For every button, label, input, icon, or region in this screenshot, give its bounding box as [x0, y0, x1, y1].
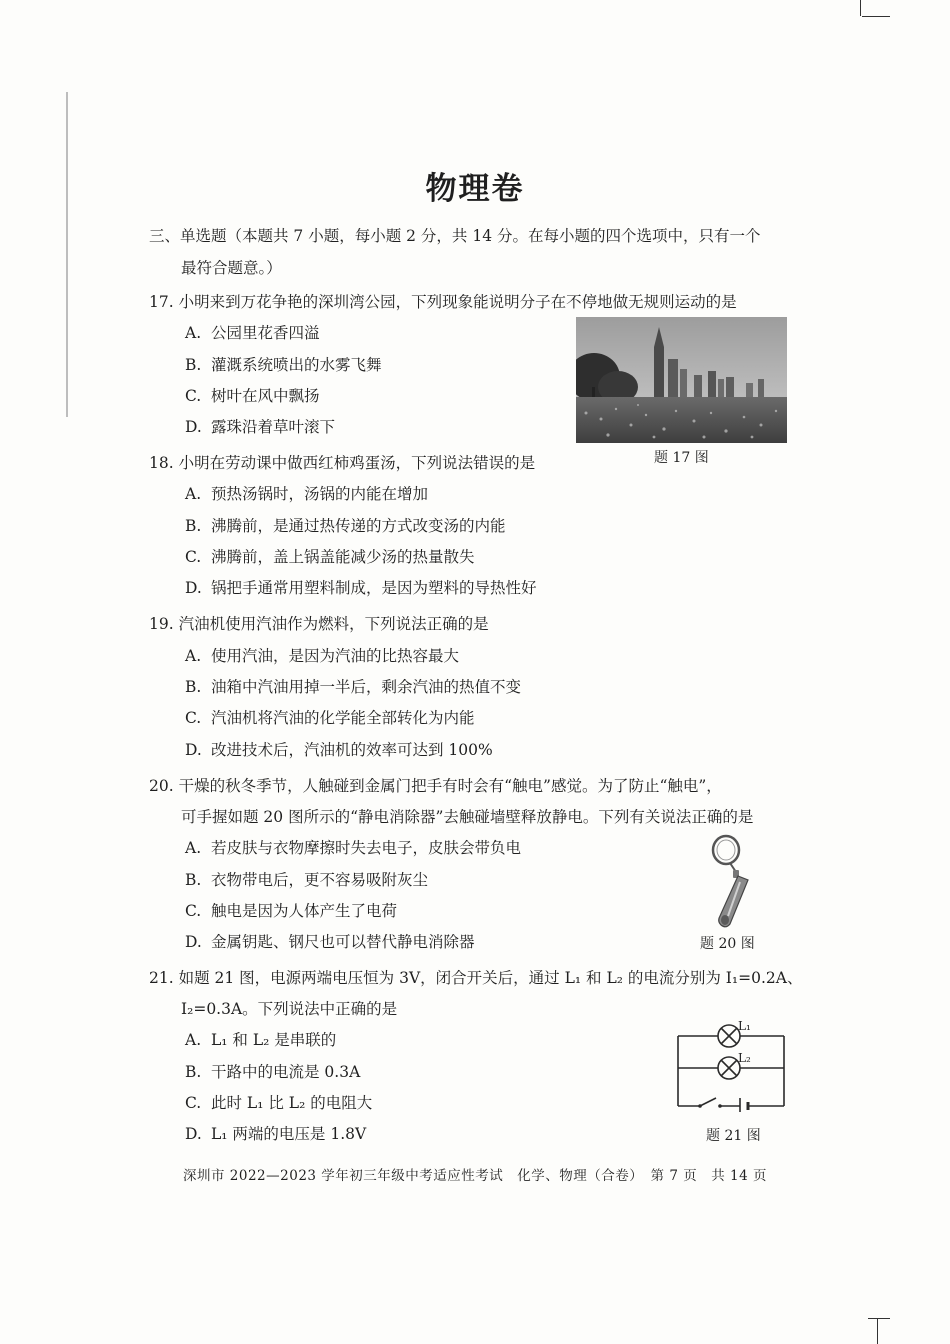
question-19-option-c[interactable]: C. 汽油机将汽油的化学能全部转化为内能	[185, 709, 475, 727]
question-19-option-b[interactable]: B. 油箱中汽油用掉一半后，剩余汽油的热值不变	[185, 678, 522, 696]
question-21-option-c[interactable]: C. 此时 L₁ 比 L₂ 的电阻大	[185, 1094, 373, 1112]
question-18-stem: 18. 小明在劳动课中做西红柿鸡蛋汤，下列说法错误的是	[149, 454, 536, 472]
question-21-option-a[interactable]: A. L₁ 和 L₂ 是串联的	[185, 1031, 337, 1049]
question-17-stem: 17. 小明来到万花争艳的深圳湾公园，下列现象能说明分子在不停地做无规则运动的是	[149, 293, 737, 311]
section-heading-line1: 三、单选题（本题共 7 小题，每小题 2 分，共 14 分。在每小题的四个选项中，只有一个	[149, 227, 761, 245]
lamp-2-label: L₂	[738, 1051, 751, 1065]
binding-margin-line	[66, 92, 68, 417]
page-title: 物理卷	[425, 171, 525, 207]
question-17-option-b[interactable]: B. 灌溉系统喷出的水雾飞舞	[185, 356, 382, 374]
question-20-option-d[interactable]: D. 金属钥匙、钢尺也可以替代静电消除器	[185, 933, 475, 951]
question-21-option-d[interactable]: D. L₁ 两端的电压是 1.8V	[185, 1125, 367, 1143]
question-number: 17.	[149, 293, 174, 311]
page-footer: 深圳市 2022—2023 学年初三年级中考适应性考试 化学、物理（合卷） 第 7 页 共 14 页	[183, 1168, 767, 1184]
lamp-1-label: L₁	[738, 1019, 751, 1033]
crop-mark-top	[860, 0, 861, 16]
question-20-stem: 20. 干燥的秋冬季节，人触碰到金属门把手有时会有“触电”感觉。为了防止“触电”，	[149, 777, 722, 795]
figure-20-static-eliminator	[700, 832, 770, 932]
crop-mark-top-horizontal	[862, 16, 890, 17]
question-number: 19.	[149, 615, 174, 633]
question-18-option-a[interactable]: A. 预热汤锅时，汤锅的内能在增加	[185, 485, 429, 503]
crop-mark-bottom-horizontal	[868, 1318, 890, 1319]
question-21-option-b[interactable]: B. 干路中的电流是 0.3A	[185, 1063, 361, 1081]
question-20-option-b[interactable]: B. 衣物带电后，更不容易吸附灰尘	[185, 871, 429, 889]
question-number: 21.	[149, 969, 174, 987]
crop-mark-bottom	[877, 1318, 878, 1344]
question-21-stem: 21. 如题 21 图，电源两端电压恒为 3V，闭合开关后，通过 L₁ 和 L₂ 的电流分别为 I₁=0.2A、	[149, 969, 803, 987]
question-17-option-c[interactable]: C. 树叶在风中飘扬	[185, 387, 320, 405]
question-21-stem-line2: I₂=0.3A。下列说法中正确的是	[181, 1000, 398, 1018]
question-18-option-b[interactable]: B. 沸腾前，是通过热传递的方式改变汤的内能	[185, 517, 506, 535]
question-19-stem: 19. 汽油机使用汽油作为燃料，下列说法正确的是	[149, 615, 489, 633]
question-number: 18.	[149, 454, 174, 472]
question-18-option-d[interactable]: D. 锅把手通常用塑料制成，是因为塑料的导热性好	[185, 579, 537, 597]
figure-17-caption: 题 17 图	[654, 450, 709, 466]
figure-21-circuit-diagram	[670, 1016, 792, 1112]
figure-17-park-photo	[576, 317, 787, 443]
question-20-option-c[interactable]: C. 触电是因为人体产生了电荷	[185, 902, 398, 920]
question-17-option-d[interactable]: D. 露珠沿着草叶滚下	[185, 418, 336, 436]
question-17-option-a[interactable]: A. 公园里花香四溢	[185, 324, 320, 342]
section-heading-line2: 最符合题意。）	[181, 259, 282, 277]
question-number: 20.	[149, 777, 174, 795]
figure-21-caption: 题 21 图	[706, 1128, 761, 1144]
question-20-option-a[interactable]: A. 若皮肤与衣物摩擦时失去电子，皮肤会带负电	[185, 839, 522, 857]
figure-20-caption: 题 20 图	[700, 936, 755, 952]
question-20-stem-line2: 可手握如题 20 图所示的“静电消除器”去触碰墙壁释放静电。下列有关说法正确的是	[181, 808, 754, 826]
question-19-option-d[interactable]: D. 改进技术后，汽油机的效率可达到 100%	[185, 741, 493, 759]
question-18-option-c[interactable]: C. 沸腾前，盖上锅盖能减少汤的热量散失	[185, 548, 475, 566]
question-19-option-a[interactable]: A. 使用汽油，是因为汽油的比热容最大	[185, 647, 460, 665]
